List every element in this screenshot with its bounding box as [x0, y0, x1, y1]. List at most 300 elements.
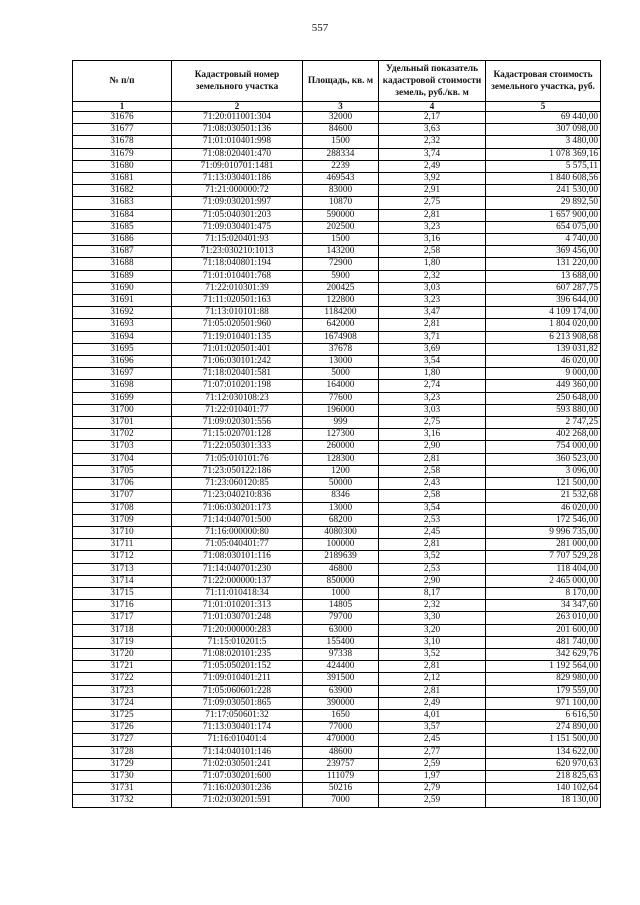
- row-number-cell: 31685: [73, 221, 172, 233]
- row-number-cell: 31720: [73, 648, 172, 660]
- area-cell: 850000: [303, 575, 379, 587]
- cadastral-number-cell: 71:05:040401:77: [172, 539, 303, 551]
- row-number-cell: 31728: [73, 746, 172, 758]
- table-row: [73, 453, 601, 465]
- area-cell: 155400: [303, 636, 379, 648]
- cadastral-value-cell: 172 546,00: [486, 514, 601, 526]
- row-number-cell: 31712: [73, 551, 172, 563]
- area-cell: 202500: [303, 221, 379, 233]
- cadastral-number-cell: 71:06:030201:173: [172, 502, 303, 514]
- table-row: [73, 148, 601, 160]
- table-row: [73, 356, 601, 368]
- cadastral-number-cell: 71:22:010301:39: [172, 282, 303, 294]
- unit-rate-cell: 3,54: [379, 356, 486, 368]
- table-row: [73, 575, 601, 587]
- area-cell: 100000: [303, 539, 379, 551]
- cadastral-value-cell: 250 648,00: [486, 392, 601, 404]
- cadastral-number-cell: 71:22:000000:137: [172, 575, 303, 587]
- unit-rate-cell: 3,47: [379, 307, 486, 319]
- unit-rate-cell: 2,49: [379, 160, 486, 172]
- cadastral-value-cell: 2 465 000,00: [486, 575, 601, 587]
- column-number: 5: [486, 102, 601, 112]
- unit-rate-cell: 2,58: [379, 490, 486, 502]
- table-row: [73, 697, 601, 709]
- area-cell: 10870: [303, 197, 379, 209]
- cadastral-number-cell: 71:09:030201:997: [172, 197, 303, 209]
- unit-rate-cell: 2,81: [379, 685, 486, 697]
- area-cell: 1650: [303, 709, 379, 721]
- cadastral-number-cell: 71:13:030401:186: [172, 173, 303, 185]
- unit-rate-cell: 3,23: [379, 221, 486, 233]
- row-number-cell: 31684: [73, 209, 172, 221]
- area-cell: 2189639: [303, 551, 379, 563]
- cadastral-number-cell: 71:05:020501:960: [172, 319, 303, 331]
- area-cell: 260000: [303, 441, 379, 453]
- column-number-row: [73, 102, 601, 112]
- cadastral-value-cell: 402 268,00: [486, 429, 601, 441]
- unit-rate-cell: 3,52: [379, 648, 486, 660]
- unit-rate-cell: 3,74: [379, 148, 486, 160]
- row-number-cell: 31723: [73, 685, 172, 697]
- cadastral-number-cell: 71:14:040701:230: [172, 563, 303, 575]
- cadastral-number-cell: 71:09:010401:211: [172, 673, 303, 685]
- column-number: 3: [303, 102, 379, 112]
- cadastral-number-cell: 71:01:010201:313: [172, 600, 303, 612]
- cadastral-value-cell: 1 078 369,16: [486, 148, 601, 160]
- cadastral-number-cell: 71:13:030401:174: [172, 722, 303, 734]
- cadastral-number-cell: 71:17:050601:32: [172, 709, 303, 721]
- cadastral-number-cell: 71:11:010418:34: [172, 587, 303, 599]
- cadastral-number-cell: 71:07:030201:600: [172, 770, 303, 782]
- table-row: [73, 185, 601, 197]
- table-row: [73, 404, 601, 416]
- cadastral-value-cell: 369 456,00: [486, 246, 601, 258]
- cadastral-value-cell: 13 688,00: [486, 270, 601, 282]
- area-cell: 288334: [303, 148, 379, 160]
- cadastral-number-cell: 71:05:050201:152: [172, 661, 303, 673]
- cadastral-number-cell: 71:14:040701:500: [172, 514, 303, 526]
- area-cell: 424400: [303, 661, 379, 673]
- cadastral-value-cell: 7 707 529,28: [486, 551, 601, 563]
- cadastral-value-cell: 6 616,50: [486, 709, 601, 721]
- cadastral-number-cell: 71:05:060601:228: [172, 685, 303, 697]
- unit-rate-cell: 2,90: [379, 441, 486, 453]
- cadastral-value-cell: 3 480,00: [486, 136, 601, 148]
- cadastral-value-cell: 69 440,00: [486, 112, 601, 124]
- unit-rate-cell: 2,45: [379, 734, 486, 746]
- cadastral-value-cell: 139 031,82: [486, 343, 601, 355]
- table-row: [73, 758, 601, 770]
- cadastral-value-cell: 829 980,00: [486, 673, 601, 685]
- row-number-cell: 31677: [73, 124, 172, 136]
- cadastral-number-cell: 71:09:030401:475: [172, 221, 303, 233]
- cadastral-value-cell: 121 500,00: [486, 478, 601, 490]
- area-cell: 2239: [303, 160, 379, 172]
- cadastral-value-cell: 218 825,63: [486, 770, 601, 782]
- cadastral-number-cell: 71:06:030101:242: [172, 356, 303, 368]
- cadastral-number-cell: 71:08:030501:136: [172, 124, 303, 136]
- cadastral-value-cell: 3 096,00: [486, 465, 601, 477]
- cadastral-value-cell: 620 970,63: [486, 758, 601, 770]
- cadastral-number-cell: 71:16:020301:236: [172, 783, 303, 795]
- table-row: [73, 673, 601, 685]
- table-row: [73, 368, 601, 380]
- table-row: [73, 709, 601, 721]
- cadastral-number-cell: 71:08:020101:235: [172, 648, 303, 660]
- row-number-cell: 31696: [73, 356, 172, 368]
- unit-rate-cell: 3,54: [379, 502, 486, 514]
- cadastral-value-cell: 1 840 608,56: [486, 173, 601, 185]
- unit-rate-cell: 3,63: [379, 124, 486, 136]
- unit-rate-cell: 2,59: [379, 795, 486, 807]
- area-cell: 122800: [303, 295, 379, 307]
- area-cell: 72900: [303, 258, 379, 270]
- row-number-cell: 31676: [73, 112, 172, 124]
- row-number-cell: 31717: [73, 612, 172, 624]
- row-number-cell: 31698: [73, 380, 172, 392]
- table-row: [73, 160, 601, 172]
- table-row: [73, 685, 601, 697]
- table-row: [73, 490, 601, 502]
- area-cell: 999: [303, 417, 379, 429]
- row-number-cell: 31716: [73, 600, 172, 612]
- row-number-cell: 31707: [73, 490, 172, 502]
- table-row: [73, 600, 601, 612]
- table-row: [73, 722, 601, 734]
- cadastral-value-cell: 140 102,64: [486, 783, 601, 795]
- cadastral-number-cell: 71:16:010401:4: [172, 734, 303, 746]
- cadastral-number-cell: 71:22:010401:77: [172, 404, 303, 416]
- row-number-cell: 31719: [73, 636, 172, 648]
- cadastral-value-cell: 307 098,00: [486, 124, 601, 136]
- row-number-cell: 31691: [73, 295, 172, 307]
- cadastral-number-cell: 71:09:010701:1481: [172, 160, 303, 172]
- cadastral-value-cell: 1 192 564,00: [486, 661, 601, 673]
- unit-rate-cell: 2,90: [379, 575, 486, 587]
- row-number-cell: 31702: [73, 429, 172, 441]
- row-number-cell: 31690: [73, 282, 172, 294]
- unit-rate-cell: 3,57: [379, 722, 486, 734]
- row-number-cell: 31692: [73, 307, 172, 319]
- cadastral-number-cell: 71:21:000000:72: [172, 185, 303, 197]
- cadastral-number-cell: 71:18:040801:194: [172, 258, 303, 270]
- cadastral-number-cell: 71:23:050122:186: [172, 465, 303, 477]
- row-number-cell: 31688: [73, 258, 172, 270]
- cadastral-value-cell: 754 000,00: [486, 441, 601, 453]
- cadastral-number-cell: 71:09:020301:556: [172, 417, 303, 429]
- table-row: [73, 502, 601, 514]
- header-unit-rate: Удельный показатель кадастровой стоимости земель, руб./кв. м: [379, 61, 486, 102]
- header-cadastral-number: Кадастровый номер земельного участка: [172, 61, 303, 102]
- header-row-number: № п/п: [73, 61, 172, 102]
- area-cell: 143200: [303, 246, 379, 258]
- area-cell: 37678: [303, 343, 379, 355]
- unit-rate-cell: 1,97: [379, 770, 486, 782]
- table-row: [73, 636, 601, 648]
- cadastral-number-cell: 71:15:010201:5: [172, 636, 303, 648]
- row-number-cell: 31693: [73, 319, 172, 331]
- cadastral-number-cell: 71:13:010101:88: [172, 307, 303, 319]
- table-row: [73, 124, 601, 136]
- cadastral-number-cell: 71:12:030108:23: [172, 392, 303, 404]
- area-cell: 1500: [303, 136, 379, 148]
- area-cell: 470000: [303, 734, 379, 746]
- unit-rate-cell: 3,16: [379, 429, 486, 441]
- unit-rate-cell: 2,58: [379, 246, 486, 258]
- unit-rate-cell: 2,75: [379, 417, 486, 429]
- table-row: [73, 612, 601, 624]
- area-cell: 63900: [303, 685, 379, 697]
- area-cell: 84600: [303, 124, 379, 136]
- header-cadastral-value: Кадастровая стоимость земельного участка, руб.: [486, 61, 601, 102]
- area-cell: 128300: [303, 453, 379, 465]
- unit-rate-cell: 2,81: [379, 661, 486, 673]
- area-cell: 46800: [303, 563, 379, 575]
- area-cell: 77000: [303, 722, 379, 734]
- cadastral-value-cell: 654 075,00: [486, 221, 601, 233]
- row-number-cell: 31700: [73, 404, 172, 416]
- cadastral-value-table: [72, 60, 601, 808]
- table-row: [73, 417, 601, 429]
- cadastral-number-cell: 71:20:000000:283: [172, 624, 303, 636]
- cadastral-number-cell: 71:11:020501:163: [172, 295, 303, 307]
- row-number-cell: 31708: [73, 502, 172, 514]
- unit-rate-cell: 2,32: [379, 136, 486, 148]
- row-number-cell: 31714: [73, 575, 172, 587]
- cadastral-number-cell: 71:23:060120:85: [172, 478, 303, 490]
- cadastral-value-cell: 607 287,75: [486, 282, 601, 294]
- unit-rate-cell: 2,53: [379, 514, 486, 526]
- row-number-cell: 31732: [73, 795, 172, 807]
- unit-rate-cell: 3,20: [379, 624, 486, 636]
- unit-rate-cell: 3,16: [379, 234, 486, 246]
- table-row: [73, 734, 601, 746]
- cadastral-number-cell: 71:07:010201:198: [172, 380, 303, 392]
- area-cell: 127300: [303, 429, 379, 441]
- cadastral-number-cell: 71:02:030201:591: [172, 795, 303, 807]
- area-cell: 590000: [303, 209, 379, 221]
- area-cell: 13000: [303, 356, 379, 368]
- cadastral-number-cell: 71:05:010101:76: [172, 453, 303, 465]
- row-number-cell: 31725: [73, 709, 172, 721]
- unit-rate-cell: 3,92: [379, 173, 486, 185]
- row-number-cell: 31699: [73, 392, 172, 404]
- header-area: Площадь, кв. м: [303, 61, 379, 102]
- table-body: [73, 112, 601, 808]
- table-row: [73, 173, 601, 185]
- cadastral-value-cell: 2 747,25: [486, 417, 601, 429]
- unit-rate-cell: 1,80: [379, 258, 486, 270]
- area-cell: 642000: [303, 319, 379, 331]
- unit-rate-cell: 2,43: [379, 478, 486, 490]
- cadastral-value-cell: 29 892,50: [486, 197, 601, 209]
- area-cell: 1184200: [303, 307, 379, 319]
- cadastral-value-cell: 21 532,68: [486, 490, 601, 502]
- cadastral-value-cell: 6 213 908,68: [486, 331, 601, 343]
- table-row: [73, 465, 601, 477]
- table-row: [73, 551, 601, 563]
- table-row: [73, 770, 601, 782]
- table-row: [73, 246, 601, 258]
- row-number-cell: 31682: [73, 185, 172, 197]
- cadastral-value-cell: 131 220,00: [486, 258, 601, 270]
- area-cell: 4080300: [303, 526, 379, 538]
- row-number-cell: 31689: [73, 270, 172, 282]
- row-number-cell: 31709: [73, 514, 172, 526]
- row-number-cell: 31697: [73, 368, 172, 380]
- cadastral-number-cell: 71:01:010401:998: [172, 136, 303, 148]
- area-cell: 1500: [303, 234, 379, 246]
- cadastral-value-cell: 396 644,00: [486, 295, 601, 307]
- area-cell: 7000: [303, 795, 379, 807]
- table-row: [73, 270, 601, 282]
- table-row: [73, 587, 601, 599]
- cadastral-value-cell: 9 000,00: [486, 368, 601, 380]
- cadastral-value-cell: 360 523,00: [486, 453, 601, 465]
- cadastral-value-cell: 18 130,00: [486, 795, 601, 807]
- cadastral-value-cell: 274 890,00: [486, 722, 601, 734]
- area-cell: 111079: [303, 770, 379, 782]
- row-number-cell: 31703: [73, 441, 172, 453]
- area-cell: 50216: [303, 783, 379, 795]
- cadastral-number-cell: 71:02:030501:241: [172, 758, 303, 770]
- unit-rate-cell: 3,71: [379, 331, 486, 343]
- row-number-cell: 31679: [73, 148, 172, 160]
- row-number-cell: 31722: [73, 673, 172, 685]
- cadastral-number-cell: 71:01:020501:401: [172, 343, 303, 355]
- area-cell: 48600: [303, 746, 379, 758]
- unit-rate-cell: 2,12: [379, 673, 486, 685]
- cadastral-value-cell: 1 151 500,00: [486, 734, 601, 746]
- row-number-cell: 31705: [73, 465, 172, 477]
- cadastral-value-cell: 481 740,00: [486, 636, 601, 648]
- cadastral-value-cell: 593 880,00: [486, 404, 601, 416]
- table-row: [73, 648, 601, 660]
- unit-rate-cell: 2,45: [379, 526, 486, 538]
- unit-rate-cell: 3,52: [379, 551, 486, 563]
- cadastral-value-cell: 134 622,00: [486, 746, 601, 758]
- table-row: [73, 478, 601, 490]
- cadastral-number-cell: 71:18:020401:581: [172, 368, 303, 380]
- row-number-cell: 31686: [73, 234, 172, 246]
- cadastral-number-cell: 71:15:020701:128: [172, 429, 303, 441]
- column-number: 1: [73, 102, 172, 112]
- area-cell: 196000: [303, 404, 379, 416]
- unit-rate-cell: 2,77: [379, 746, 486, 758]
- area-cell: 83000: [303, 185, 379, 197]
- table-row: [73, 282, 601, 294]
- area-cell: 8346: [303, 490, 379, 502]
- cadastral-number-cell: 71:09:030501:865: [172, 697, 303, 709]
- cadastral-number-cell: 71:20:011001:304: [172, 112, 303, 124]
- row-number-cell: 31681: [73, 173, 172, 185]
- table-header-row: [73, 61, 601, 102]
- cadastral-number-cell: 71:14:040101:146: [172, 746, 303, 758]
- cadastral-number-cell: 71:23:040210:836: [172, 490, 303, 502]
- cadastral-value-cell: 263 010,00: [486, 612, 601, 624]
- table-row: [73, 526, 601, 538]
- area-cell: 77600: [303, 392, 379, 404]
- area-cell: 5000: [303, 368, 379, 380]
- area-cell: 239757: [303, 758, 379, 770]
- unit-rate-cell: 2,58: [379, 465, 486, 477]
- unit-rate-cell: 2,91: [379, 185, 486, 197]
- area-cell: 1000: [303, 587, 379, 599]
- unit-rate-cell: 2,53: [379, 563, 486, 575]
- area-cell: 164000: [303, 380, 379, 392]
- row-number-cell: 31706: [73, 478, 172, 490]
- cadastral-number-cell: 71:08:030101:116: [172, 551, 303, 563]
- table-row: [73, 429, 601, 441]
- unit-rate-cell: 2,32: [379, 600, 486, 612]
- table-row: [73, 795, 601, 807]
- row-number-cell: 31721: [73, 661, 172, 673]
- unit-rate-cell: 2,17: [379, 112, 486, 124]
- cadastral-value-cell: 8 170,00: [486, 587, 601, 599]
- table-row: [73, 221, 601, 233]
- table-row: [73, 136, 601, 148]
- table-row: [73, 392, 601, 404]
- table-row: [73, 539, 601, 551]
- cadastral-value-cell: 1 804 020,00: [486, 319, 601, 331]
- row-number-cell: 31729: [73, 758, 172, 770]
- table-row: [73, 197, 601, 209]
- row-number-cell: 31715: [73, 587, 172, 599]
- unit-rate-cell: 2,49: [379, 697, 486, 709]
- unit-rate-cell: 4,01: [379, 709, 486, 721]
- row-number-cell: 31713: [73, 563, 172, 575]
- table-row: [73, 112, 601, 124]
- table-row: [73, 234, 601, 246]
- cadastral-value-cell: 46 020,00: [486, 502, 601, 514]
- unit-rate-cell: 2,32: [379, 270, 486, 282]
- cadastral-value-cell: 201 600,00: [486, 624, 601, 636]
- cadastral-number-cell: 71:23:030210:1013: [172, 246, 303, 258]
- cadastral-value-cell: 46 020,00: [486, 356, 601, 368]
- area-cell: 97338: [303, 648, 379, 660]
- area-cell: 469543: [303, 173, 379, 185]
- table-row: [73, 783, 601, 795]
- area-cell: 79700: [303, 612, 379, 624]
- cadastral-value-cell: 5 575,11: [486, 160, 601, 172]
- unit-rate-cell: 3,69: [379, 343, 486, 355]
- row-number-cell: 31727: [73, 734, 172, 746]
- unit-rate-cell: 3,23: [379, 392, 486, 404]
- area-cell: 391500: [303, 673, 379, 685]
- table-row: [73, 624, 601, 636]
- unit-rate-cell: 2,79: [379, 783, 486, 795]
- row-number-cell: 31730: [73, 770, 172, 782]
- table-row: [73, 307, 601, 319]
- cadastral-number-cell: 71:05:040301:203: [172, 209, 303, 221]
- table-row: [73, 661, 601, 673]
- row-number-cell: 31695: [73, 343, 172, 355]
- cadastral-number-cell: 71:15:020401:93: [172, 234, 303, 246]
- unit-rate-cell: 3,10: [379, 636, 486, 648]
- cadastral-value-cell: 118 404,00: [486, 563, 601, 575]
- area-cell: 13000: [303, 502, 379, 514]
- area-cell: 14805: [303, 600, 379, 612]
- unit-rate-cell: 8,17: [379, 587, 486, 599]
- table-row: [73, 258, 601, 270]
- unit-rate-cell: 1,80: [379, 368, 486, 380]
- table-row: [73, 331, 601, 343]
- cadastral-value-cell: 241 530,00: [486, 185, 601, 197]
- row-number-cell: 31678: [73, 136, 172, 148]
- area-cell: 68200: [303, 514, 379, 526]
- unit-rate-cell: 2,75: [379, 197, 486, 209]
- column-number: 4: [379, 102, 486, 112]
